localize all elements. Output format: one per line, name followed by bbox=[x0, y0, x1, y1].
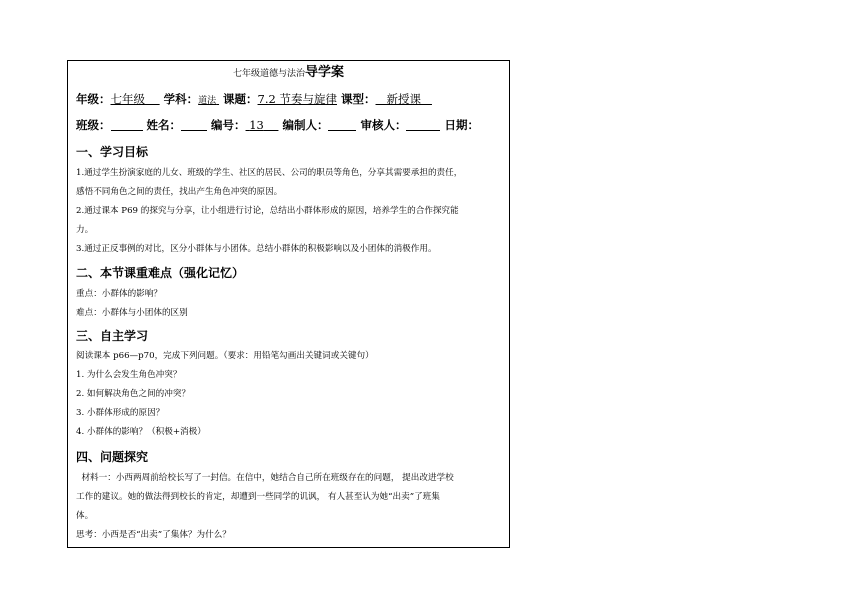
reviewer-label: 审核人： bbox=[360, 118, 407, 132]
section-1-line: 1.通过学生扮演家庭的儿女、班级的学生、社区的居民、公司的职员等角色，分享其需要承担的责任， bbox=[76, 168, 463, 178]
type-label: 课型： bbox=[341, 92, 376, 106]
number-label: 编号： bbox=[211, 118, 246, 132]
section-4-heading: 四、问题探究 bbox=[76, 450, 149, 464]
info-row-1 bbox=[76, 91, 432, 107]
difficult-point-line: 难点：小群体与小团体的区别 bbox=[76, 308, 188, 318]
section-1-body bbox=[76, 164, 504, 259]
section-1-line: 2.通过课本 P69 的探究与分享，让小组进行讨论，总结出小群体形成的原因，培养学生的合作探究能 bbox=[76, 206, 459, 216]
section-3-line: 2. 如何解决角色之间的冲突？ bbox=[76, 389, 191, 399]
subject-label: 学科： bbox=[163, 92, 199, 106]
editor-label: 编制人： bbox=[282, 118, 329, 132]
subject-value: 道法 bbox=[198, 96, 217, 106]
topic-value: 7.2 节奏与旋律 bbox=[257, 92, 337, 106]
section-3-line: 阅读课本 p66—p70，完成下列问题。（要求：用铅笔勾画出关键词或关键句） bbox=[76, 351, 374, 361]
info-row-2 bbox=[76, 117, 479, 133]
section-2-heading: 二、本节课重难点（强化记忆） bbox=[76, 266, 245, 280]
key-point-line: 重点：小群体的影响？ bbox=[76, 289, 162, 299]
type-value: 新授课 bbox=[386, 92, 421, 106]
section-3-line: 1. 为什么会发生角色冲突？ bbox=[76, 370, 182, 380]
section-4-line: 工作的建议。她的做法得到校长的肯定，却遭到一些同学的讥讽， 有人甚至认为她“出卖”了班集 bbox=[76, 492, 440, 502]
grade-label: 年级： bbox=[76, 92, 111, 106]
grade-value: 七年级 bbox=[110, 92, 145, 106]
date-label: 日期： bbox=[444, 118, 479, 132]
title-small: 七年级道德与法治 bbox=[232, 69, 305, 79]
editor-blank[interactable] bbox=[328, 120, 356, 131]
section-4-body bbox=[76, 469, 504, 545]
section-1-heading: 一、学习目标 bbox=[76, 145, 149, 159]
number-value: 13 bbox=[249, 118, 264, 132]
topic-label: 课题： bbox=[223, 92, 258, 106]
section-1-line: 3.通过正反事例的对比，区分小群体与小团体。总结小群体的积极影响以及小团体的消极作用。 bbox=[76, 244, 437, 254]
name-blank[interactable] bbox=[181, 120, 207, 131]
worksheet-frame bbox=[67, 60, 510, 548]
page-title bbox=[68, 65, 509, 82]
section-4-line: 体。 bbox=[76, 511, 94, 521]
class-label: 班级： bbox=[76, 118, 111, 132]
section-3-line: 4. 小群体的影响？（积极+消极） bbox=[76, 427, 206, 437]
section-4-line: 思考：小西是否“出卖”了集体？为什么？ bbox=[76, 530, 231, 540]
section-1-line: 感悟不同角色之间的责任，找出产生角色冲突的原因。 bbox=[76, 187, 283, 197]
section-1-line: 力。 bbox=[76, 225, 94, 235]
title-big: 导学案 bbox=[305, 65, 345, 80]
section-3-heading: 三、自主学习 bbox=[76, 329, 149, 343]
section-2-body bbox=[76, 285, 504, 323]
name-label: 姓名： bbox=[146, 118, 182, 132]
class-blank[interactable] bbox=[111, 120, 143, 131]
reviewer-blank[interactable] bbox=[406, 120, 440, 131]
section-3-body bbox=[76, 347, 504, 442]
section-3-line: 3. 小群体形成的原因？ bbox=[76, 408, 165, 418]
section-4-line: 材料一：小西两周前给校长写了一封信。在信中，她结合自己所在班级存在的问题， 提出改进学校 bbox=[76, 473, 454, 483]
